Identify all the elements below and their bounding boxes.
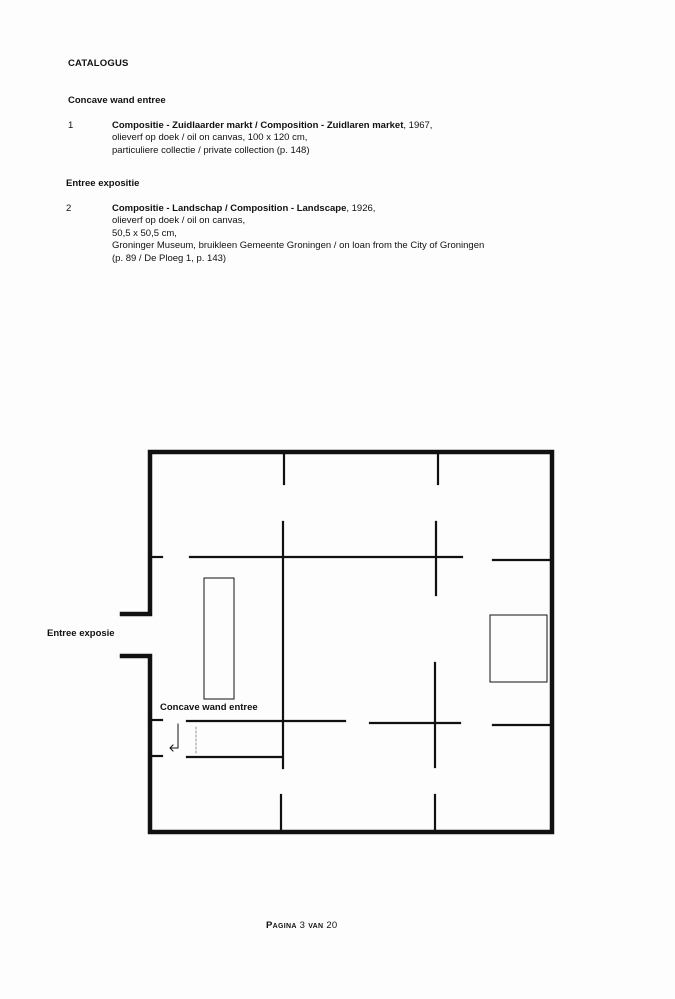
entry-2-medium: olieverf op doek / oil on canvas, <box>112 215 246 227</box>
catalog-number-1: 1 <box>68 120 74 131</box>
entry-1-collection: particuliere collectie / private collection (p. 148) <box>112 144 310 156</box>
concave-wall-arrow <box>170 724 178 748</box>
footer-total-pages: 20 <box>326 920 338 931</box>
entry-2-references: (p. 89 / De Ploeg 1, p. 143) <box>112 252 227 264</box>
interior-walls <box>150 455 549 830</box>
footer-of-word: van <box>308 920 324 931</box>
outer-wall <box>122 452 552 832</box>
entry-2-title: Compositie - Landschap / Composition - Landscape <box>112 203 347 214</box>
display-case-left <box>204 578 234 699</box>
catalog-number-2: 2 <box>66 203 72 214</box>
label-concave-wand-entree: Concave wand entree <box>160 702 258 713</box>
catalogus-heading: CATALOGUS <box>68 58 129 69</box>
section-heading-entree-expositie: Entree expositie <box>66 178 140 189</box>
entry-2-collection: Groninger Museum, bruikleen Gemeente Groningen / on loan from the City of Groningen <box>112 240 485 252</box>
display-case-right <box>490 615 547 682</box>
page-footer <box>266 920 338 932</box>
entry-2-year: , 1926, <box>346 203 376 214</box>
entry-1-medium: olieverf op doek / oil on canvas, 100 x 120 cm, <box>112 132 308 144</box>
entry-2-dimensions: 50,5 x 50,5 cm, <box>112 227 177 239</box>
section-heading-concave-wand: Concave wand entree <box>68 95 166 106</box>
footer-page-number: 3 <box>299 920 306 931</box>
entry-1-year: , 1967, <box>403 120 433 131</box>
footer-page-word: Pagina <box>266 920 297 931</box>
label-entree-exposie: Entree exposie <box>47 628 115 639</box>
entry-1-title: Compositie - Zuidlaarder markt / Composition - Zuidlaren market <box>112 120 404 131</box>
